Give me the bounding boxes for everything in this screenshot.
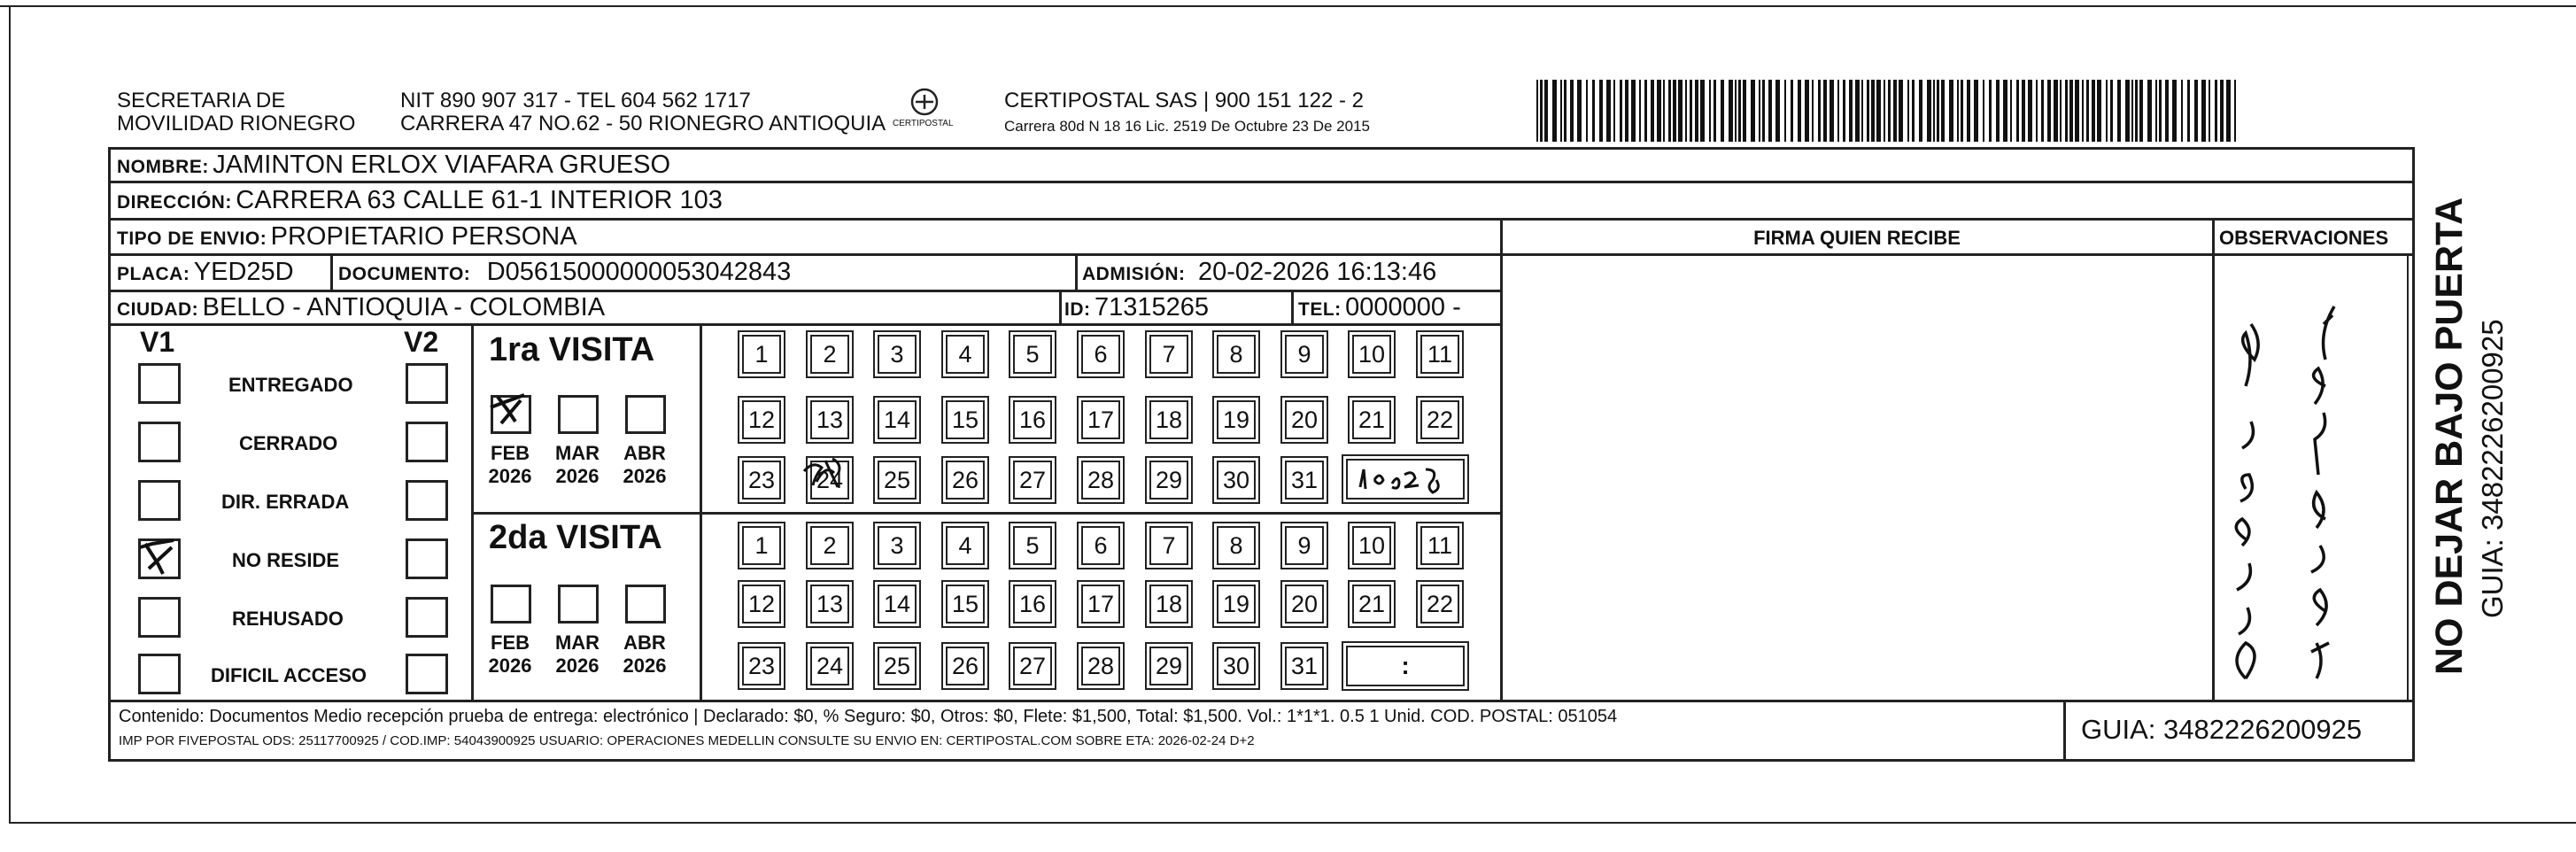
form-right [2412, 147, 2415, 761]
day-box[interactable]: 12 [742, 585, 781, 624]
barcode-bar [1983, 80, 1984, 142]
day-box[interactable]: 7 [1149, 526, 1188, 565]
barcode-bar [2139, 80, 2143, 142]
barcode-bar [2069, 80, 2073, 142]
day-box[interactable]: 5 [1013, 335, 1052, 374]
day-box[interactable]: 11 [1420, 335, 1459, 374]
barcode-bar [2106, 80, 2108, 142]
day-box[interactable]: 3 [878, 526, 917, 565]
day-box[interactable]: 9 [1285, 335, 1324, 374]
day-box[interactable]: 20 [1285, 400, 1324, 439]
day-box[interactable]: 7 [1149, 335, 1188, 374]
day-box[interactable]: 12 [742, 400, 781, 439]
barcode-bar [2092, 80, 2095, 142]
barcode-bar [1620, 80, 1622, 142]
day-box[interactable]: 15 [946, 400, 985, 439]
status-label: DIR. ERRADA [221, 491, 350, 513]
shipment-type: PROPIETARIO PERSONA [270, 222, 577, 251]
no-dejar-bajo-puerta: NO DEJAR BAJO PUERTA [2428, 197, 2471, 675]
plate-cell [117, 257, 294, 291]
barcode-bar [1912, 80, 1915, 142]
barcode-bar [2047, 80, 2051, 142]
id-sep [1059, 290, 1062, 324]
v2-checkbox[interactable] [406, 597, 448, 638]
observations-handwriting [2219, 262, 2402, 696]
day-box[interactable]: 18 [1149, 400, 1188, 439]
type-label: TIPO DE ENVIO: [117, 228, 267, 249]
v2-checkbox[interactable] [406, 654, 448, 694]
barcode-bar [1805, 80, 1809, 142]
barcode-bar [2054, 80, 2058, 142]
barcode-bar [1893, 80, 1897, 142]
plate-sep [330, 254, 333, 290]
month-label: FEB [491, 631, 530, 654]
barcode-bar [2022, 80, 2025, 142]
tel-cell [1298, 292, 1461, 327]
frame-left [9, 7, 11, 822]
barcode-bar [1713, 80, 1716, 142]
day-box[interactable]: 28 [1081, 647, 1120, 685]
admission-sep [1075, 254, 1078, 290]
day-box[interactable]: 14 [878, 400, 917, 439]
courier-line2: Carrera 80d N 18 16 Lic. 2519 De Octubre 23 De 2015 [1004, 118, 1370, 135]
day-box[interactable]: 3 [878, 335, 917, 374]
day-box[interactable]: 27 [1013, 461, 1052, 500]
admission-label: ADMISIÓN: [1082, 264, 1186, 284]
month-checkbox-mar[interactable] [558, 395, 599, 434]
status-label: CERRADO [239, 432, 338, 454]
document-value: D05615000000053042843 [486, 258, 792, 286]
barcode-bar [1823, 80, 1827, 142]
barcode-bar [1899, 80, 1903, 142]
form-left [108, 147, 111, 761]
address-row [117, 185, 723, 220]
day-box[interactable]: 16 [1013, 400, 1052, 439]
barcode-bar [2010, 80, 2012, 142]
barcode-bar [1843, 80, 1845, 142]
barcode-bar [1685, 80, 1687, 142]
year-label: 2026 [488, 465, 532, 487]
barcode-bar [1933, 80, 1935, 142]
barcode-bar [1871, 80, 1875, 142]
barcode-bar [1876, 80, 1881, 142]
top-border [0, 5, 2576, 7]
barcode-bar [1625, 80, 1628, 142]
second-visit-title: 2da VISITA [489, 519, 662, 556]
year-label: 2026 [623, 465, 667, 487]
day-box[interactable]: 27 [1013, 647, 1052, 685]
barcode-bar [1729, 80, 1733, 142]
barcode-bar [2135, 80, 2138, 142]
admission-cell [1082, 257, 1436, 291]
v2-checkbox[interactable] [406, 422, 448, 462]
v1-header: V1 [140, 326, 175, 358]
recipient-address: CARRERA 63 CALLE 61-1 INTERIOR 103 [236, 186, 723, 214]
day-box[interactable]: 20 [1285, 585, 1324, 624]
barcode-bar [1818, 80, 1821, 142]
second-visit-time-box[interactable] [1346, 646, 1465, 686]
barcode-bar [1564, 80, 1566, 142]
barcode-bar [1888, 80, 1891, 142]
day-box[interactable]: 26 [946, 647, 985, 685]
barcode-bar [2082, 80, 2084, 142]
barcode-bar [1768, 80, 1772, 142]
barcode-bar [2075, 80, 2079, 142]
barcode-bar [1735, 80, 1737, 142]
admission-value: 20-02-2026 16:13:46 [1197, 258, 1437, 286]
month-checkbox-abr[interactable] [625, 585, 666, 624]
v1-checkbox[interactable] [138, 363, 181, 404]
barcode-bar [2220, 80, 2224, 142]
barcode-bar [2003, 80, 2007, 142]
barcode-bar [1837, 80, 1839, 142]
barcode-bar [1644, 80, 1647, 142]
form-bottom [108, 759, 2415, 762]
status-label: NO RESIDE [232, 549, 340, 571]
barcode-bar [2086, 80, 2089, 142]
v2-checkbox[interactable] [406, 480, 448, 521]
day-box[interactable]: 29 [1149, 647, 1188, 685]
day-box[interactable]: 4 [946, 335, 985, 374]
barcode-bar [1678, 80, 1683, 142]
barcode-bar [1673, 80, 1676, 142]
v2-checkbox[interactable] [406, 363, 448, 404]
month-checkbox-feb[interactable] [491, 585, 531, 624]
handwritten-time [1351, 461, 1466, 500]
obs-header: OBSERVACIONES [2219, 227, 2389, 249]
v1-checkbox[interactable] [138, 597, 181, 638]
barcode-bar [1560, 80, 1562, 142]
barcode-bar [1613, 80, 1615, 142]
barcode-bar [1690, 80, 1692, 142]
barcode-bar [1759, 80, 1760, 142]
barcode-bar [1709, 80, 1711, 142]
barcode-bar [2165, 80, 2169, 142]
barcode-bar [1721, 80, 1724, 142]
month-label: MAR [554, 442, 600, 464]
org-line1: SECRETARIA DE [117, 89, 286, 112]
barcode-bar [1606, 80, 1611, 142]
barcode-bar [2147, 80, 2152, 142]
v2-header: V2 [404, 326, 439, 358]
day-box[interactable]: 24 [810, 647, 849, 685]
nit-line: NIT 890 907 317 - TEL 604 562 1717 [400, 89, 751, 112]
first-visit-title: 1ra VISITA [489, 331, 655, 368]
right-headers-underline [1500, 253, 2414, 256]
no-reside-checkmark [138, 538, 182, 577]
year-label: 2026 [623, 654, 667, 677]
day-box[interactable]: 19 [1217, 400, 1256, 439]
day-box[interactable]: 22 [1420, 585, 1459, 624]
barcode-bar [2110, 80, 2113, 142]
barcode-bar [1651, 80, 1654, 142]
barcode-bar [2131, 80, 2133, 142]
barcode-bar [1919, 80, 1922, 142]
barcode-bar [2117, 80, 2121, 142]
month-checkbox-mar[interactable] [558, 585, 599, 624]
barcode-bar [2041, 80, 2044, 142]
barcode-bar [1738, 80, 1741, 142]
day-box[interactable]: 1 [742, 335, 781, 374]
barcode-bar [1855, 80, 1860, 142]
day-box[interactable]: 10 [1352, 335, 1391, 374]
side-guia: GUIA: 3482226200925 [2476, 319, 2509, 618]
year-label: 2026 [488, 654, 532, 677]
day-box[interactable]: 16 [1013, 585, 1052, 624]
recipient-name: JAMINTON ERLOX VIAFARA GRUESO [213, 151, 671, 179]
sign-header: FIRMA QUIEN RECIBE [1753, 227, 1961, 249]
barcode-bar [1867, 80, 1869, 142]
barcode-bar [1599, 80, 1603, 142]
barcode-bar [1961, 80, 1963, 142]
id-label: ID: [1064, 299, 1091, 320]
day-box[interactable]: 8 [1217, 335, 1256, 374]
barcode-bar [1663, 80, 1665, 142]
barcode [1536, 80, 2240, 143]
barcode-bar [2209, 80, 2210, 142]
barcode-bar [2201, 80, 2206, 142]
year-label: 2026 [555, 465, 600, 487]
footer-contents: Contenido: Documentos Medio recepción prueba de entrega: electrónico | Declarado: $0, % Seguro: $0, Otros: $0, Flete: $1,500, Total: $1,500. Vol.: 1*1*1. 0.5 1 Unid. COD. POSTAL: 051054 [119, 707, 1618, 726]
barcode-bar [1941, 80, 1945, 142]
day-box[interactable]: 19 [1217, 585, 1256, 624]
id-cell [1064, 292, 1209, 327]
barcode-bar [2028, 80, 2032, 142]
observation-scribble [2219, 262, 2402, 696]
type-row [117, 221, 577, 256]
courier-line1: CERTIPOSTAL SAS | 900 151 122 - 2 [1004, 89, 1364, 112]
v1-checkbox[interactable] [138, 654, 181, 694]
barcode-bar [1830, 80, 1834, 142]
day-box[interactable]: 13 [810, 585, 849, 624]
barcode-bar [1957, 80, 1959, 142]
name-label: NOMBRE: [117, 157, 209, 177]
day-box[interactable]: 9 [1285, 526, 1324, 565]
day-box[interactable]: 17 [1081, 585, 1120, 624]
day-box[interactable]: 25 [878, 647, 917, 685]
barcode-bar [1812, 80, 1814, 142]
barcode-bar [1784, 80, 1786, 142]
day-box[interactable]: 17 [1081, 400, 1120, 439]
time-colon: : [1401, 652, 1410, 679]
barcode-bar [2016, 80, 2019, 142]
name-row [117, 150, 670, 184]
city-cell [117, 292, 605, 327]
barcode-bar [1996, 80, 2000, 142]
status-label: DIFICIL ACCESO [211, 664, 367, 686]
obs-col-left [2212, 218, 2215, 701]
barcode-bar [1536, 80, 1538, 142]
barcode-bar [1849, 80, 1853, 142]
day-box[interactable]: 5 [1013, 526, 1052, 565]
day-box[interactable]: 8 [1217, 526, 1256, 565]
year-label: 2026 [555, 654, 600, 677]
barcode-bar [1937, 80, 1939, 142]
barcode-bar [2159, 80, 2162, 142]
tel-label: TEL: [1298, 299, 1342, 320]
day-box[interactable]: 29 [1149, 461, 1188, 500]
barcode-bar [2155, 80, 2157, 142]
tel-value: 0000000 - [1345, 293, 1461, 321]
barcode-bar [1762, 80, 1765, 142]
month-label: FEB [491, 442, 530, 464]
day-box[interactable]: 18 [1149, 585, 1188, 624]
barcode-bar [1751, 80, 1755, 142]
barcode-bar [2172, 80, 2177, 142]
barcode-bar [1927, 80, 1931, 142]
barcode-bar [1949, 80, 1953, 142]
day-box[interactable]: 15 [946, 585, 985, 624]
barcode-bar [1700, 80, 1705, 142]
id-value: 71315265 [1094, 293, 1209, 321]
month-checkbox-abr[interactable] [625, 395, 666, 434]
logo-text: CERTIPOSTAL [893, 119, 954, 128]
row-sep-footer [108, 700, 2414, 702]
barcode-bar [1884, 80, 1885, 142]
org-line2: MOVILIDAD RIONEGRO [117, 112, 356, 136]
barcode-bar [1743, 80, 1746, 142]
v2-checkbox[interactable] [406, 538, 448, 579]
day-box[interactable]: 30 [1217, 461, 1256, 500]
day-box[interactable]: 10 [1352, 526, 1391, 565]
barcode-bar [1798, 80, 1801, 142]
barcode-bar [2194, 80, 2198, 142]
barcode-bar [1540, 80, 1543, 142]
document-cell [338, 257, 791, 291]
footer-guia-sep [2063, 701, 2066, 760]
footer-print-info: IMP POR FIVEPOSTAL ODS: 25117700925 / COD.IMP: 54043900925 USUARIO: OPERACIONES MEDELLIN CONSULTE SU ENVIO EN: CERTIPOSTAL.COM SOBRE ETA: 2026-02-24 D+2 [119, 733, 1255, 748]
day-box[interactable]: 1 [742, 526, 781, 565]
barcode-bar [1577, 80, 1582, 142]
barcode-bar [2036, 80, 2038, 142]
barcode-bar [1695, 80, 1698, 142]
v1-checkbox[interactable] [138, 480, 181, 521]
month-label: ABR [623, 631, 666, 654]
day24-mark [801, 455, 850, 494]
day-box[interactable]: 25 [878, 461, 917, 500]
obs-inner-line [2407, 253, 2409, 701]
barcode-bar [1657, 80, 1661, 142]
status-label: REHUSADO [232, 608, 344, 630]
visit-sep [471, 512, 1502, 515]
month-label: MAR [554, 631, 600, 654]
barcode-bar [2234, 80, 2236, 142]
barcode-bar [2226, 80, 2231, 142]
barcode-bar [2065, 80, 2068, 142]
day-box[interactable]: 26 [946, 461, 985, 500]
day-box[interactable]: 22 [1420, 400, 1459, 439]
month-days-sep [700, 324, 702, 701]
day-box[interactable]: 21 [1352, 585, 1391, 624]
month-label: ABR [623, 442, 666, 464]
barcode-bar [1907, 80, 1909, 142]
day-box[interactable]: 23 [742, 461, 781, 500]
barcode-bar [1974, 80, 1978, 142]
sign-col-left [1500, 218, 1503, 701]
day-box[interactable]: 31 [1285, 461, 1324, 500]
day-box[interactable]: 13 [810, 400, 849, 439]
day-box[interactable]: 30 [1217, 647, 1256, 685]
day-box[interactable]: 21 [1352, 400, 1391, 439]
barcode-bar [2060, 80, 2062, 142]
v1-checkbox[interactable] [138, 422, 181, 462]
frame-bottom [9, 822, 2576, 824]
plate-label: PLACA: [117, 264, 190, 284]
barcode-bar [2125, 80, 2130, 142]
day-box[interactable]: 31 [1285, 647, 1324, 685]
barcode-bar [1668, 80, 1671, 142]
barcode-bar [1989, 80, 1992, 142]
document-label: DOCUMENTO: [338, 264, 471, 284]
plate-value: YED25D [193, 258, 294, 286]
day-box[interactable]: 14 [878, 585, 917, 624]
barcode-bar [1861, 80, 1863, 142]
city-label: CIUDAD: [117, 299, 199, 320]
day-box[interactable]: 6 [1081, 335, 1120, 374]
footer-guia: GUIA: 3482226200925 [2081, 714, 2363, 745]
barcode-bar [2097, 80, 2101, 142]
barcode-bar [1592, 80, 1595, 142]
barcode-bar [1791, 80, 1793, 142]
barcode-bar [1631, 80, 1636, 142]
day-box[interactable]: 24 [810, 461, 849, 500]
barcode-bar [2181, 80, 2183, 142]
barcode-bar [2187, 80, 2190, 142]
day-box[interactable]: 6 [1081, 526, 1120, 565]
barcode-bar [1967, 80, 1970, 142]
address-label: DIRECCIÓN: [117, 192, 232, 213]
day-box[interactable]: 11 [1420, 526, 1459, 565]
day-box[interactable]: 28 [1081, 461, 1120, 500]
status-label: ENTREGADO [228, 374, 353, 396]
first-visit-time-box[interactable] [1346, 459, 1465, 500]
day-box[interactable]: 23 [742, 647, 781, 685]
barcode-bar [1586, 80, 1588, 142]
barcode-bar [1544, 80, 1548, 142]
barcode-bar [1775, 80, 1780, 142]
barcode-bar [1639, 80, 1641, 142]
tel-sep [1291, 290, 1294, 324]
day-box[interactable]: 2 [810, 335, 849, 374]
day-box[interactable]: 2 [810, 526, 849, 565]
barcode-bar [2215, 80, 2217, 142]
barcode-bar [1552, 80, 1557, 142]
address-line: CARRERA 47 NO.62 - 50 RIONEGRO ANTIOQUIA [400, 112, 886, 136]
barcode-bar [1570, 80, 1574, 142]
day-box[interactable]: 4 [946, 526, 985, 565]
certipostal-logo [893, 87, 963, 140]
feb-checkmark [489, 391, 542, 436]
certipostal-logo-icon [893, 87, 963, 140]
city-value: BELLO - ANTIOQUIA - COLOMBIA [202, 293, 606, 321]
